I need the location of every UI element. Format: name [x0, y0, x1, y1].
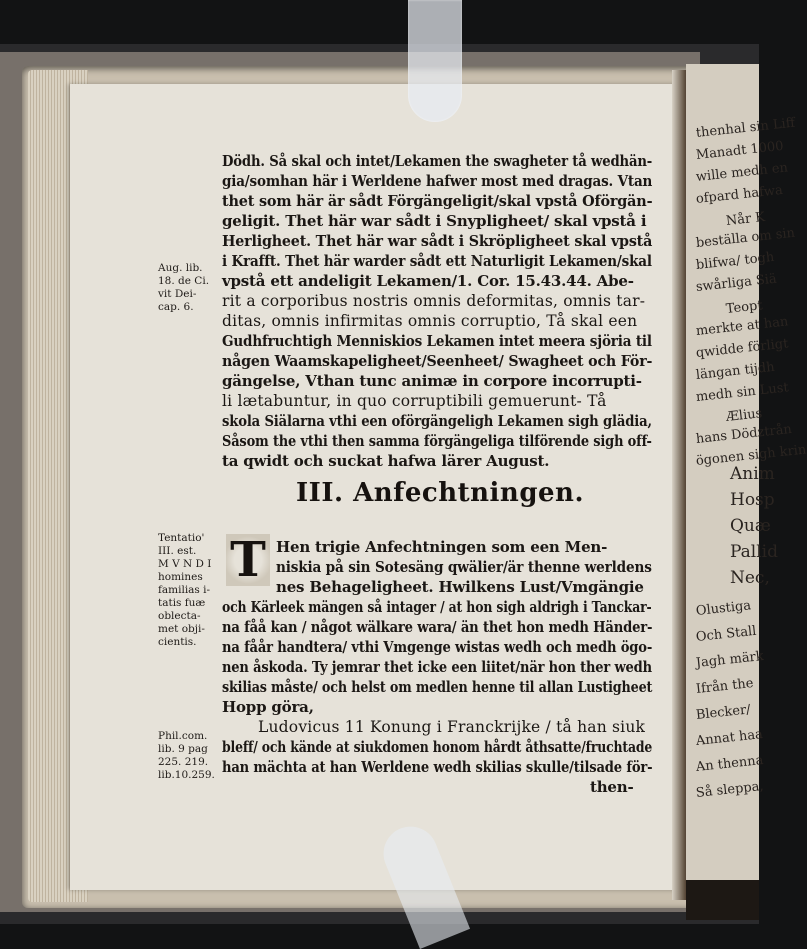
facing-line: ögonen sigh krin: [695, 442, 807, 469]
text-line: na fåår handtera/ vthi Vmgenge wistas wedh och medh ögo-: [222, 638, 653, 656]
facing-line: Så sleppa,: [695, 778, 765, 801]
facing-line: Når K: [725, 209, 766, 229]
facing-latin-line: Nec,: [730, 568, 770, 588]
text-line: och Kärleek mängen så intager / at hon sigh aldrigh i Tanckar-: [222, 598, 652, 616]
margin-note-line: lib.10.259.: [158, 769, 215, 781]
facing-latin-line: Hosp: [730, 490, 775, 510]
text-line: li lætabuntur, in quo corruptibili gemuerunt- Tå: [222, 392, 607, 410]
text-line: thet som här är sådt Förgängeligit/skal vpstå Oförgän-: [222, 192, 653, 210]
text-line: i Krafft. Thet här warder sådt ett Naturligit Lekamen/skal: [222, 252, 652, 270]
text-line: rit a corporibus nostris omnis deformitas, omnis tar-: [222, 292, 646, 310]
facing-line: Teopt: [725, 298, 764, 317]
page-holder-clip-top: [408, 0, 462, 122]
facing-line: Och Stall: [695, 623, 758, 645]
margin-note-line: III. est.: [158, 545, 197, 557]
text-line: gia/somhan här i Werldene hafwer most med dragas. Vtan: [222, 172, 653, 190]
facing-page: [686, 64, 807, 884]
margin-note-augustine: [158, 262, 209, 314]
text-line: Hen trigie Anfechtningen som een Men-: [276, 538, 608, 556]
facing-line: qwidde förligt: [695, 336, 790, 361]
facing-line: blifwa/ togh: [695, 249, 775, 273]
margin-note-line: familias i-: [158, 584, 211, 596]
text-line: skola Siälarna vthi een oförgängeligh Lekamen sigh glädia,: [222, 412, 652, 430]
margin-note-line: 225. 219.: [158, 756, 209, 768]
facing-line: Blecker/: [695, 702, 752, 723]
facing-latin-line: Anim: [730, 464, 775, 484]
text-line: någen Waamskapeligheet/Seenheet/ Swagheet och För-: [222, 352, 653, 370]
margin-note-tentatio: [158, 532, 211, 649]
facing-line: wille medh en: [695, 160, 789, 185]
margin-note-line: cap. 6.: [158, 301, 194, 313]
text-line: Gudhfruchtigh Menniskios Lekamen intet meera sjöria til: [222, 332, 652, 350]
text-line: geligit. Thet här war sådt i Snypligheet/ skal vpstå i: [222, 212, 647, 230]
facing-line: ofpard hafwa: [695, 182, 784, 207]
text-line: ditas, omnis infirmitas omnis corruptio, Tå skal een: [222, 312, 638, 330]
facing-line: medh sin Lust: [695, 380, 790, 405]
facing-line: beställa om sin: [695, 225, 796, 251]
margin-note-line: Aug. lib.: [158, 262, 203, 274]
text-line: Herligheet. Thet här war sådt i Skröpligheet skal vpstå: [222, 232, 653, 250]
text-line: na fåå kan / något wälkare wara/ än thet hon medh Händer-: [222, 618, 653, 636]
facing-line: Annat haa: [695, 727, 764, 749]
facing-line: An thenna: [695, 752, 765, 775]
text-line: skilias måste/ och helst om medlen henne til allan Lustigheet: [222, 678, 653, 696]
facing-line: merkte at han: [695, 314, 790, 339]
margin-note-philippe: [158, 730, 215, 782]
facing-line: Ifrån the: [695, 676, 755, 697]
facing-page-shadow: [686, 880, 759, 920]
text-line: niskia på sin Sotesäng qwälier/är thenne werldens: [276, 558, 652, 576]
facing-line: thenhal sin Liff: [695, 115, 796, 141]
facing-line: hans Dödztrån: [695, 421, 793, 447]
margin-note-line: cientis.: [158, 636, 197, 648]
text-line: nen åskoda. Ty jemrar thet icke een liitet/när hon ther wedh: [222, 658, 652, 676]
facing-line: Manadt 1000: [695, 138, 785, 163]
margin-note-line: homines: [158, 571, 203, 583]
margin-note-line: Phil.com.: [158, 730, 208, 742]
text-line: vpstå ett andeligit Lekamen/1. Cor. 15.43.44. Abe-: [222, 272, 634, 290]
text-line: Dödh. Så skal och intet/Lekamen the swagheter tå wedhän-: [222, 152, 653, 170]
text-line: Hopp göra,: [222, 698, 314, 716]
text-line: ta qwidt och suckat hafwa lärer August.: [222, 452, 550, 470]
decorated-initial: T: [226, 534, 270, 586]
margin-note-line: Tentatio': [158, 532, 205, 544]
section-heading: III. Anfechtningen.: [296, 478, 584, 508]
margin-note-line: tatis fuæ: [158, 597, 206, 609]
facing-line: Ælius: [725, 406, 763, 425]
text-line: bleff/ och kände at siukdomen honom hårdt åthsatte/fruchtade: [222, 738, 653, 756]
text-line: Ludovicus 11 Konung i Franckrijke / tå han siuk: [258, 718, 646, 736]
facing-line: swårliga Siä: [695, 271, 778, 295]
text-line: Såsom the vthi then samma förgängeliga tilförende sigh off-: [222, 432, 652, 450]
margin-note-line: 18. de Ci.: [158, 275, 210, 287]
text-line: nes Behageligheet. Hwilkens Lust/Vmgängie: [276, 578, 644, 596]
margin-note-line: oblecta-: [158, 610, 201, 622]
text-line: han mächta at han Werldene wedh skilias skulle/tilsade för-: [222, 758, 653, 776]
facing-latin-line: Quæ: [730, 516, 771, 536]
text-line: gängelse, Vthan tunc animæ in corpore incorrupti-: [222, 372, 642, 390]
margin-note-line: lib. 9 pag: [158, 743, 208, 755]
facing-line: längan tijdh: [695, 359, 776, 383]
margin-note-line: M V N D I: [158, 558, 212, 570]
margin-note-line: vit Dei-: [158, 288, 197, 300]
catchword: then-: [590, 778, 634, 796]
facing-line: Olustiga: [695, 598, 752, 619]
margin-note-line: met obji-: [158, 623, 205, 635]
facing-line: Jagh märk: [695, 648, 765, 671]
facing-latin-line: Pallid: [730, 542, 779, 562]
